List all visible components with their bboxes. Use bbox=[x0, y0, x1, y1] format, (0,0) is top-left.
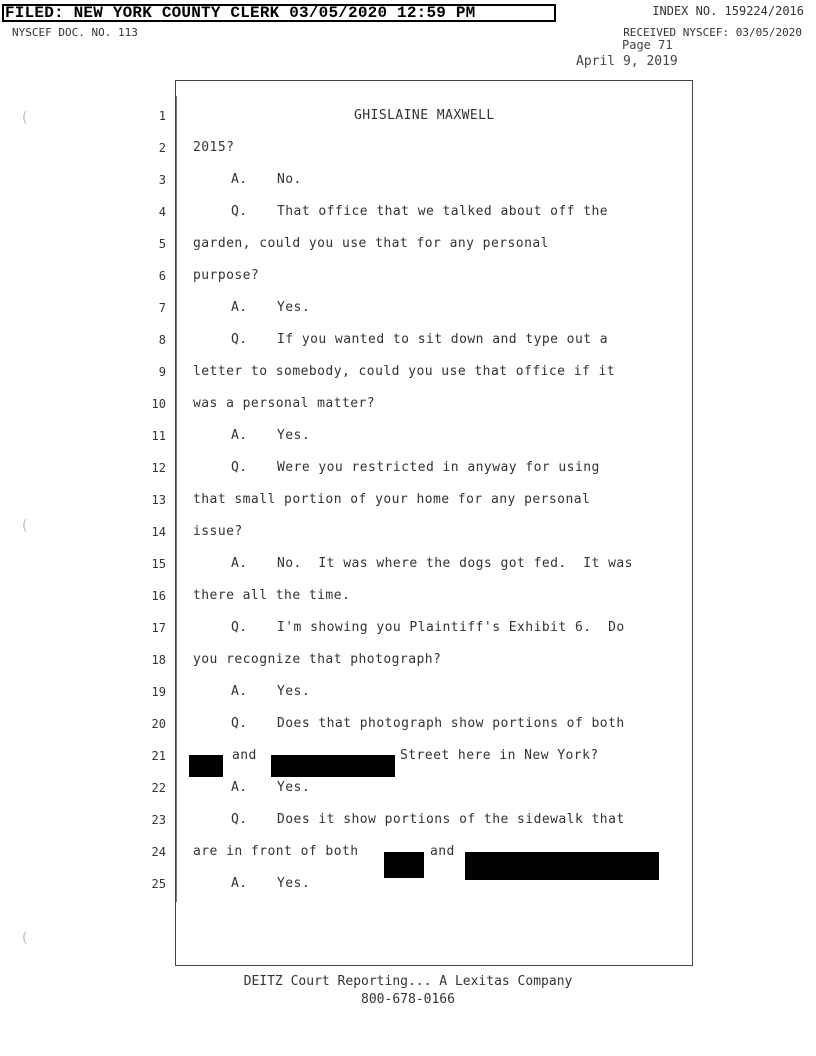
line-number: 23 bbox=[151, 813, 166, 827]
line-text: I'm showing you Plaintiff's Exhibit 6. Do bbox=[277, 620, 625, 635]
line-text: Yes. bbox=[277, 780, 311, 795]
line-text: Does that photograph show portions of both bbox=[277, 716, 625, 731]
line-number: 5 bbox=[158, 237, 166, 251]
speaker-label: A. bbox=[231, 780, 248, 795]
line-number: 6 bbox=[158, 269, 166, 283]
transcript-line bbox=[0, 746, 816, 778]
transcript-line bbox=[0, 234, 816, 266]
transcript-line bbox=[0, 714, 816, 746]
redaction-box bbox=[189, 755, 223, 777]
scan-mark: ( bbox=[22, 110, 28, 126]
line-text: Does it show portions of the sidewalk that bbox=[277, 812, 625, 827]
line-number: 19 bbox=[151, 685, 166, 699]
line-number: 4 bbox=[158, 205, 166, 219]
speaker-label: Q. bbox=[231, 204, 248, 219]
line-number: 22 bbox=[151, 781, 166, 795]
speaker-label: Q. bbox=[231, 812, 248, 827]
transcript-line bbox=[0, 106, 816, 138]
transcript-line bbox=[0, 682, 816, 714]
line-number: 14 bbox=[151, 525, 166, 539]
redaction-box bbox=[271, 755, 395, 777]
line-number: 10 bbox=[151, 397, 166, 411]
line-number: 25 bbox=[151, 877, 166, 891]
line-text: that small portion of your home for any personal bbox=[193, 492, 591, 507]
line-text: Yes. bbox=[277, 428, 311, 443]
witness-name-heading: GHISLAINE MAXWELL bbox=[354, 108, 495, 123]
speaker-label: A. bbox=[231, 172, 248, 187]
transcript-line bbox=[0, 298, 816, 330]
transcript-line bbox=[0, 202, 816, 234]
line-number: 18 bbox=[151, 653, 166, 667]
speaker-label: Q. bbox=[231, 460, 248, 475]
transcript-line bbox=[0, 458, 816, 490]
line-number: 2 bbox=[158, 141, 166, 155]
transcript-line bbox=[0, 170, 816, 202]
line-number: 9 bbox=[158, 365, 166, 379]
transcript-line bbox=[0, 874, 816, 906]
transcript-line bbox=[0, 490, 816, 522]
transcript-line bbox=[0, 426, 816, 458]
transcript-line bbox=[0, 842, 816, 874]
line-number: 15 bbox=[151, 557, 166, 571]
index-number: INDEX NO. 159224/2016 bbox=[652, 4, 804, 18]
speaker-label: A. bbox=[231, 556, 248, 571]
line-text: No. It was where the dogs got fed. It was bbox=[277, 556, 633, 571]
footer-phone: 800-678-0166 bbox=[361, 992, 455, 1007]
line-number: 16 bbox=[151, 589, 166, 603]
transcript-line bbox=[0, 778, 816, 810]
line-text: 2015? bbox=[193, 140, 235, 155]
transcript-line bbox=[0, 586, 816, 618]
transcript-line bbox=[0, 618, 816, 650]
line-text: was a personal matter? bbox=[193, 396, 376, 411]
transcript-line bbox=[0, 266, 816, 298]
line-number: 8 bbox=[158, 333, 166, 347]
line-number: 11 bbox=[151, 429, 166, 443]
transcript-line bbox=[0, 810, 816, 842]
scan-mark: ( bbox=[22, 930, 28, 946]
transcript-line bbox=[0, 554, 816, 586]
line-text: If you wanted to sit down and type out a bbox=[277, 332, 609, 347]
transcript-line bbox=[0, 330, 816, 362]
line-number: 3 bbox=[158, 173, 166, 187]
received-date: RECEIVED NYSCEF: 03/05/2020 bbox=[623, 26, 802, 39]
line-number: 21 bbox=[151, 749, 166, 763]
line-text: Yes. bbox=[277, 300, 311, 315]
footer-company: DEITZ Court Reporting... A Lexitas Company bbox=[243, 974, 573, 989]
line-text: That office that we talked about off the bbox=[277, 204, 609, 219]
line-text: and bbox=[430, 844, 455, 859]
speaker-label: Q. bbox=[231, 332, 248, 347]
speaker-label: Q. bbox=[231, 716, 248, 731]
nyscef-doc-number: NYSCEF DOC. NO. 113 bbox=[12, 26, 138, 39]
line-number: 12 bbox=[151, 461, 166, 475]
line-number: 1 bbox=[158, 109, 166, 123]
line-number: 7 bbox=[158, 301, 166, 315]
line-text: letter to somebody, could you use that office if it bbox=[193, 364, 616, 379]
transcript-line bbox=[0, 394, 816, 426]
transcript-line bbox=[0, 522, 816, 554]
speaker-label: Q. bbox=[231, 620, 248, 635]
line-text: Were you restricted in anyway for using bbox=[277, 460, 600, 475]
speaker-label: A. bbox=[231, 684, 248, 699]
line-text: No. bbox=[277, 172, 302, 187]
line-text: purpose? bbox=[193, 268, 260, 283]
line-text: Yes. bbox=[277, 876, 311, 891]
page-number: Page 71 bbox=[622, 38, 673, 52]
transcript-line bbox=[0, 362, 816, 394]
page-date: April 9, 2019 bbox=[576, 54, 678, 69]
line-number: 20 bbox=[151, 717, 166, 731]
line-text: garden, could you use that for any personal bbox=[193, 236, 549, 251]
line-text: Street here in New York? bbox=[400, 748, 599, 763]
line-text: are in front of both bbox=[193, 844, 359, 859]
line-text: Yes. bbox=[277, 684, 311, 699]
line-number: 17 bbox=[151, 621, 166, 635]
speaker-label: A. bbox=[231, 876, 248, 891]
speaker-label: A. bbox=[231, 300, 248, 315]
scan-mark: ( bbox=[22, 518, 28, 534]
line-text: there all the time. bbox=[193, 588, 351, 603]
line-number: 13 bbox=[151, 493, 166, 507]
transcript-line bbox=[0, 138, 816, 170]
transcript-line bbox=[0, 650, 816, 682]
line-text: and bbox=[232, 748, 257, 763]
line-number: 24 bbox=[151, 845, 166, 859]
line-text: issue? bbox=[193, 524, 243, 539]
speaker-label: A. bbox=[231, 428, 248, 443]
line-text: you recognize that photograph? bbox=[193, 652, 442, 667]
filed-stamp: FILED: NEW YORK COUNTY CLERK 03/05/2020 12:59 PM bbox=[2, 4, 556, 22]
